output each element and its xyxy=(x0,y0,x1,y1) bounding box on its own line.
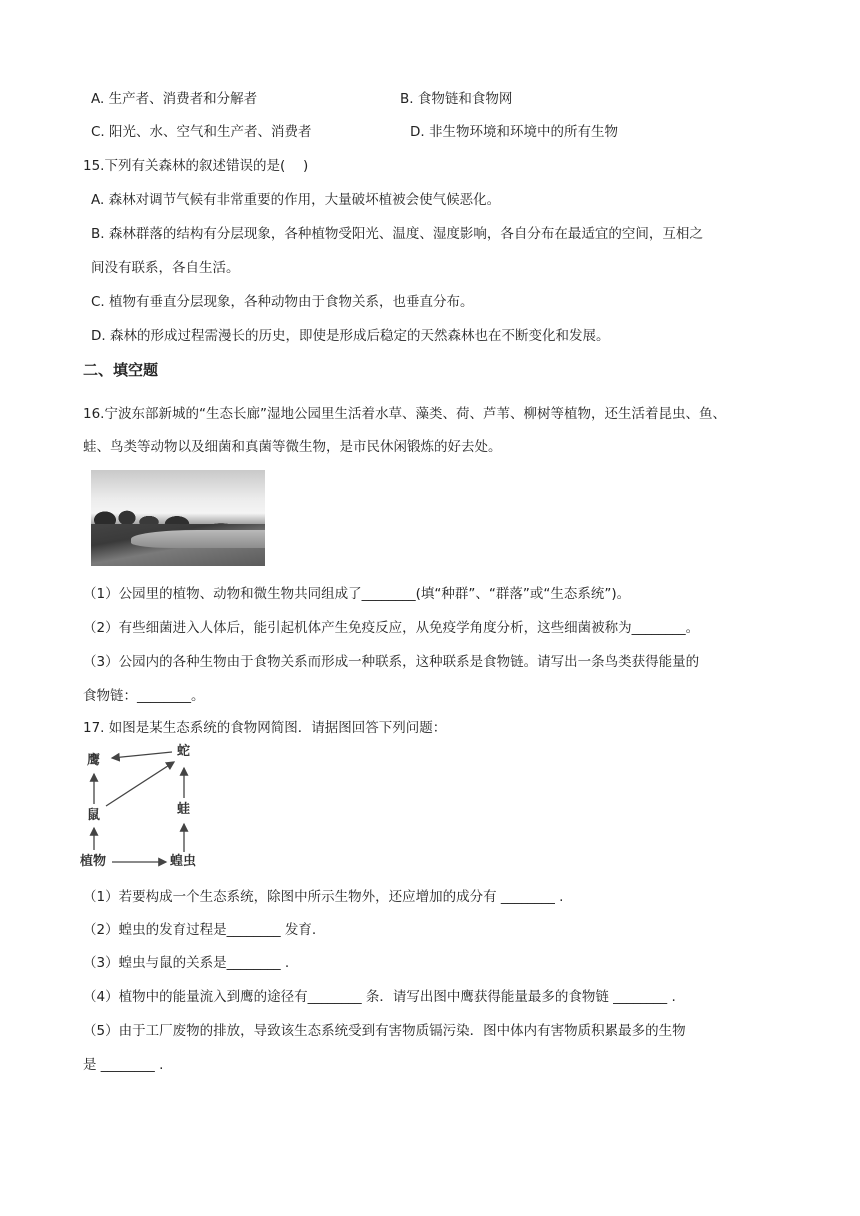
q15-option-c: C. 植物有垂直分层现象，各种动物由于食物关系，也垂直分布。 xyxy=(91,294,474,310)
q16-sub3-line1: （3）公园内的各种生物由于食物关系而形成一种联系，这种联系是食物链。请写出一条鸟类获得能量的 xyxy=(83,654,700,670)
q15-option-b-line2: 间没有联系，各自生活。 xyxy=(91,260,240,276)
q16-stem-line2: 蛙、鸟类等动物以及细菌和真菌等微生物，是市民休闲锻炼的好去处。 xyxy=(83,439,502,455)
q16-sub1: （1）公园里的植物、动物和微生物共同组成了________(填“种群”、“群落”或“生态系统”)。 xyxy=(83,586,631,602)
food-web-diagram xyxy=(78,740,202,876)
wetland-park-photo xyxy=(91,470,265,566)
q17-sub2: （2）蝗虫的发育过程是________ 发育. xyxy=(83,922,317,938)
q16-sub3-line2: 食物链：________。 xyxy=(83,688,205,704)
q16-stem-line1: 16.宁波东部新城的“生态长廊”湿地公园里生活着水草、藻类、荷、芦苇、柳树等植物，还生活着昆虫、鱼、 xyxy=(83,406,726,422)
q15-option-b-line1: B. 森林群落的结构有分层现象，各种植物受阳光、温度、湿度影响，各自分布在最适宜的空间，互相之 xyxy=(91,226,703,242)
node-frog: 蛙 xyxy=(177,802,191,817)
q17-sub5-line2: 是 ________ . xyxy=(83,1057,164,1073)
section-heading: 二、填空题 xyxy=(83,361,159,379)
node-mouse: 鼠 xyxy=(87,808,101,823)
node-eagle: 鹰 xyxy=(87,753,101,768)
q14-option-b: B. 食物链和食物网 xyxy=(400,91,513,107)
node-snake: 蛇 xyxy=(177,744,191,759)
node-plant: 植物 xyxy=(80,854,107,869)
arrow-snake-to-eagle xyxy=(112,752,172,758)
q14-option-c: C. 阳光、水、空气和生产者、消费者 xyxy=(91,124,312,140)
q17-sub4: （4）植物中的能量流入到鹰的途径有________ 条．请写出图中鹰获得能量最多的食物链 ________ . xyxy=(83,989,676,1005)
q15-option-d: D. 森林的形成过程需漫长的历史，即使是形成后稳定的天然森林也在不断变化和发展。 xyxy=(91,328,610,344)
q17-sub3: （3）蝗虫与鼠的关系是________ . xyxy=(83,955,290,971)
q17-sub5-line1: （5）由于工厂废物的排放，导致该生态系统受到有害物质镉污染．图中体内有害物质积累最多的生物 xyxy=(83,1023,686,1039)
arrow-mouse-to-snake xyxy=(106,762,174,806)
q14-option-a: A. 生产者、消费者和分解者 xyxy=(91,91,258,107)
node-locust: 蝗虫 xyxy=(170,854,197,869)
q15-stem: 15.下列有关森林的叙述错误的是( ) xyxy=(83,158,309,174)
q17-stem: 17. 如图是某生态系统的食物网简图．请据图回答下列问题： xyxy=(83,720,447,736)
q14-option-d: D. 非生物环境和环境中的所有生物 xyxy=(410,124,618,140)
photo-water xyxy=(131,530,265,548)
q16-sub2: （2）有些细菌进入人体后，能引起机体产生免疫反应，从免疫学角度分析，这些细菌被称为________。 xyxy=(83,620,700,636)
q17-sub1: （1）若要构成一个生态系统，除图中所示生物外，还应增加的成分有 ________ . xyxy=(83,889,564,905)
q15-option-a: A. 森林对调节气候有非常重要的作用，大量破坏植被会使气候恶化。 xyxy=(91,192,501,208)
